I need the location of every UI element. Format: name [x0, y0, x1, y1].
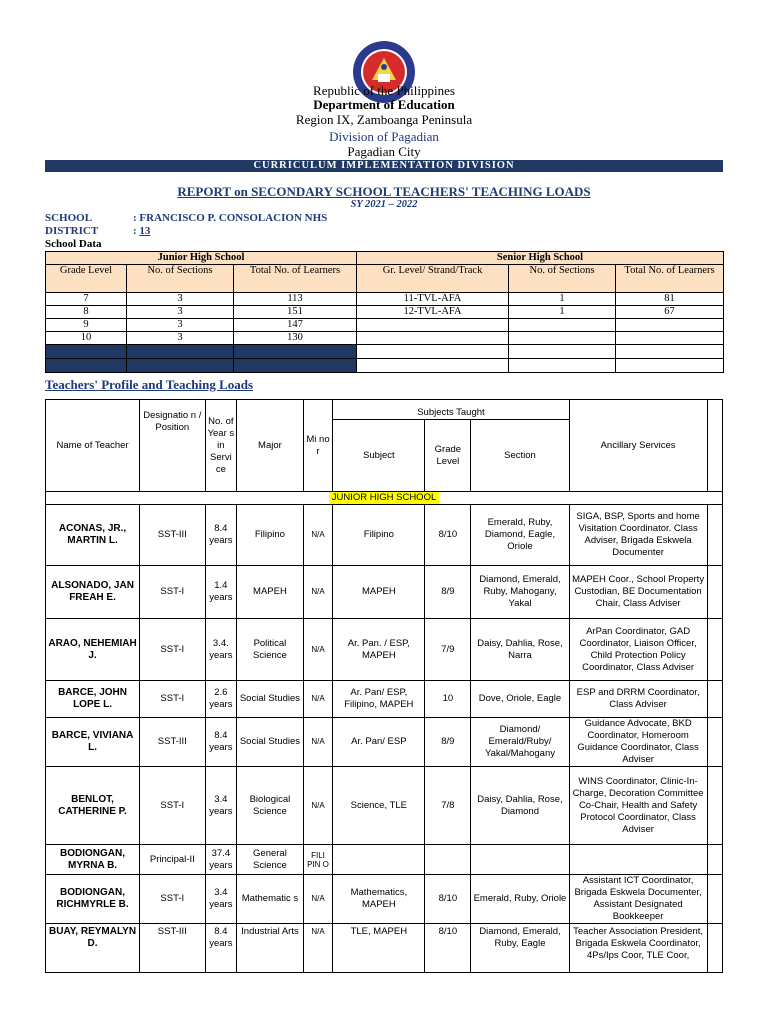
table-row-empty: [46, 345, 724, 359]
empty-cell: [509, 345, 616, 359]
district-value: 13: [139, 225, 151, 237]
header-grade-level: Grade Level: [46, 265, 127, 293]
teacher-subject: TLE, MAPEH: [333, 924, 425, 973]
sections-cell: 3: [127, 306, 234, 319]
teacher-minor: N/A: [303, 767, 333, 845]
jhs-band-cell: [46, 492, 723, 505]
teacher-name: ARAO, NEHEMIAH J.: [46, 619, 140, 681]
table-row: [46, 306, 724, 319]
shs-learners-cell: [616, 319, 724, 332]
shs-learners-cell: 67: [616, 306, 724, 319]
header-republic: Republic of the Philippines: [313, 83, 455, 98]
teacher-section: Diamond, Emerald, Ruby, Eagle: [471, 924, 569, 973]
teacher-minor: N/A: [303, 619, 333, 681]
teacher-grade: 8/9: [425, 718, 471, 767]
header-years: No. of Year s in Servi ce: [205, 400, 237, 492]
teacher-position: SST-III: [140, 718, 205, 767]
teacher-subject: Science, TLE: [333, 767, 425, 845]
empty-cell: [234, 345, 357, 359]
sections-cell: 3: [127, 293, 234, 306]
teacher-years: 2.6 years: [205, 681, 237, 718]
learners-cell: 130: [234, 332, 357, 345]
jhs-title: Junior High School: [46, 252, 357, 265]
header-designation: Designatio n / Position: [140, 400, 205, 492]
table-row: [46, 505, 723, 566]
teacher-name: ACONAS, JR., MARTIN L.: [46, 505, 140, 566]
teacher-position: SST-I: [140, 875, 205, 924]
teacher-name: BODIONGAN, MYRNA B.: [46, 845, 140, 875]
teacher-minor: N/A: [303, 566, 333, 619]
district-label: DISTRICT: [45, 225, 99, 237]
sections-cell: 3: [127, 319, 234, 332]
shs-learners-cell: 81: [616, 293, 724, 306]
teacher-years: 3.4. years: [205, 619, 237, 681]
teacher-ancillary: [569, 845, 707, 875]
division-bar: CURRICULUM IMPLEMENTATION DIVISION: [45, 160, 723, 172]
school-data-header-row: [46, 265, 724, 293]
table-row: [46, 619, 723, 681]
shs-track-cell: 12-TVL-AFA: [357, 306, 509, 319]
teacher-ancillary: Assistant ICT Coordinator, Brigada Eskwela Documenter, Assistant Designated Bookkeeper: [569, 875, 707, 924]
teacher-grade: 10: [425, 681, 471, 718]
empty-cell: [707, 566, 722, 619]
teacher-grade: 7/8: [425, 767, 471, 845]
teacher-subject: Ar. Pan. / ESP, MAPEH: [333, 619, 425, 681]
shs-sections-cell: [509, 319, 616, 332]
teacher-grade: 7/9: [425, 619, 471, 681]
school-data-group-row: [46, 252, 724, 265]
teacher-grade: 8/9: [425, 566, 471, 619]
school-value: : FRANCISCO P. CONSOLACION NHS: [133, 212, 328, 224]
shs-sections-cell: 1: [509, 293, 616, 306]
empty-cell: [509, 359, 616, 373]
header-major: Major: [237, 400, 303, 492]
teachers-header-row: [46, 400, 723, 420]
grade-cell: 8: [46, 306, 127, 319]
teacher-section: Diamond, Emerald, Ruby, Mahogany, Yakal: [471, 566, 569, 619]
jhs-band-label: JUNIOR HIGH SCHOOL: [329, 492, 440, 504]
empty-cell: [707, 505, 722, 566]
teacher-major: Filipino: [237, 505, 303, 566]
empty-cell: [707, 767, 722, 845]
teacher-subject: Ar. Pan/ ESP: [333, 718, 425, 767]
learners-cell: 151: [234, 306, 357, 319]
teacher-section: Emerald, Ruby, Diamond, Eagle, Oriole: [471, 505, 569, 566]
shs-track-cell: [357, 332, 509, 345]
learners-cell: 147: [234, 319, 357, 332]
teacher-name: BENLOT, CATHERINE P.: [46, 767, 140, 845]
table-row: [46, 332, 724, 345]
teacher-position: SST-III: [140, 924, 205, 973]
school-data-label: School Data: [45, 238, 102, 250]
teacher-position: SST-III: [140, 505, 205, 566]
teacher-ancillary: ESP and DRRM Coordinator, Class Adviser: [569, 681, 707, 718]
teacher-major: Biological Science: [237, 767, 303, 845]
header-minor: Mi no r: [303, 400, 333, 492]
empty-cell: [357, 359, 509, 373]
teacher-minor: N/A: [303, 718, 333, 767]
teacher-ancillary: Teacher Association President, Brigada Eskwela Coordinator, 4Ps/Ips Coor, TLE Coor,: [569, 924, 707, 973]
table-row: [46, 924, 723, 973]
table-row: [46, 293, 724, 306]
teacher-years: 8.4 years: [205, 505, 237, 566]
grade-cell: 7: [46, 293, 127, 306]
grade-cell: 10: [46, 332, 127, 345]
teacher-position: Principal-II: [140, 845, 205, 875]
header-city: Pagadian City: [347, 144, 421, 159]
shs-track-cell: 11-TVL-AFA: [357, 293, 509, 306]
teacher-minor: FILI PIN O: [303, 845, 333, 875]
grade-cell: 9: [46, 319, 127, 332]
header-grade-level: Grade Level: [425, 420, 471, 492]
empty-cell: [707, 718, 722, 767]
shs-learners-cell: [616, 332, 724, 345]
district-colon: :: [133, 225, 137, 237]
teacher-grade: 8/10: [425, 505, 471, 566]
teacher-subject: [333, 845, 425, 875]
teacher-major: MAPEH: [237, 566, 303, 619]
shs-title: Senior High School: [357, 252, 724, 265]
school-data-table: [45, 251, 724, 373]
teacher-major: General Science: [237, 845, 303, 875]
district-value-wrap: [133, 225, 150, 237]
teacher-name: BARCE, JOHN LOPE L.: [46, 681, 140, 718]
teacher-minor: N/A: [303, 681, 333, 718]
teacher-subject: Filipino: [333, 505, 425, 566]
empty-cell: [46, 345, 127, 359]
sections-cell: 3: [127, 332, 234, 345]
teacher-ancillary: MAPEH Coor., School Property Custodian, BE Documentation Chair, Class Adviser: [569, 566, 707, 619]
header-shs-learners: Total No. of Learners: [616, 265, 724, 293]
table-row-empty: [46, 359, 724, 373]
empty-cell: [616, 359, 724, 373]
jhs-band-row: [46, 492, 723, 505]
header-division: Division of Pagadian: [329, 129, 439, 144]
header-department: Department of Education: [313, 97, 455, 112]
teacher-position: SST-I: [140, 681, 205, 718]
teacher-major: Industrial Arts: [237, 924, 303, 973]
table-row: [46, 875, 723, 924]
teacher-years: 8.4 years: [205, 718, 237, 767]
teacher-years: 8.4 years: [205, 924, 237, 973]
table-row: [46, 566, 723, 619]
empty-cell: [707, 875, 722, 924]
teacher-name: BUAY, REYMALYN D.: [46, 924, 140, 973]
table-row: [46, 767, 723, 845]
teacher-years: 3.4 years: [205, 767, 237, 845]
teacher-section: [471, 845, 569, 875]
teacher-grade: [425, 845, 471, 875]
teacher-name: BARCE, VIVIANA L.: [46, 718, 140, 767]
teacher-years: 3.4 years: [205, 875, 237, 924]
teacher-section: Daisy, Dahlia, Rose, Diamond: [471, 767, 569, 845]
teacher-grade: 8/10: [425, 875, 471, 924]
header-shs-track: Gr. Level/ Strand/Track: [357, 265, 509, 293]
teacher-major: Social Studies: [237, 718, 303, 767]
teacher-subject: Mathematics, MAPEH: [333, 875, 425, 924]
header-name: Name of Teacher: [46, 400, 140, 492]
teacher-major: Mathematic s: [237, 875, 303, 924]
teacher-subject: Ar. Pan/ ESP, Filipino, MAPEH: [333, 681, 425, 718]
teachers-table: [45, 399, 723, 973]
shs-sections-cell: [509, 332, 616, 345]
teacher-section: Emerald, Ruby, Oriole: [471, 875, 569, 924]
teacher-major: Social Studies: [237, 681, 303, 718]
school-label: SCHOOL: [45, 212, 93, 224]
empty-cell: [707, 619, 722, 681]
shs-track-cell: [357, 319, 509, 332]
teacher-years: 1.4 years: [205, 566, 237, 619]
table-row: [46, 319, 724, 332]
teacher-ancillary: ArPan Coordinator, GAD Coordinator, Liaison Officer, Child Protection Policy Coordinator, Class Adviser: [569, 619, 707, 681]
teacher-section: Dove, Oriole, Eagle: [471, 681, 569, 718]
empty-cell: [707, 845, 722, 875]
teacher-grade: 8/10: [425, 924, 471, 973]
empty-cell: [357, 345, 509, 359]
header-shs-sections: No. of Sections: [509, 265, 616, 293]
header-ancillary: Ancillary Services: [569, 400, 707, 492]
teacher-position: SST-I: [140, 767, 205, 845]
empty-cell: [46, 359, 127, 373]
teacher-section: Diamond/ Emerald/Ruby/ Yakal/Mahogany: [471, 718, 569, 767]
header-section: Section: [471, 420, 569, 492]
teacher-years: 37.4 years: [205, 845, 237, 875]
profile-title: Teachers' Profile and Teaching Loads: [45, 377, 254, 392]
teacher-section: Daisy, Dahlia, Rose, Narra: [471, 619, 569, 681]
teacher-minor: N/A: [303, 924, 333, 973]
empty-cell: [707, 400, 722, 492]
header-region: Region IX, Zamboanga Peninsula: [295, 112, 473, 127]
teacher-ancillary: WINS Coordinator, Clinic-In-Charge, Decoration Committee Co-Chair, Health and Safety Protocol Coordinator, Class Adviser: [569, 767, 707, 845]
teacher-major: Political Science: [237, 619, 303, 681]
empty-cell: [127, 345, 234, 359]
empty-cell: [234, 359, 357, 373]
empty-cell: [616, 345, 724, 359]
teacher-minor: N/A: [303, 505, 333, 566]
empty-cell: [707, 924, 722, 973]
teacher-position: SST-I: [140, 619, 205, 681]
teacher-ancillary: Guidance Advocate, BKD Coordinator, Homeroom Guidance Coordinator, Class Adviser: [569, 718, 707, 767]
table-row: [46, 718, 723, 767]
shs-sections-cell: 1: [509, 306, 616, 319]
table-row: [46, 845, 723, 875]
empty-cell: [127, 359, 234, 373]
school-year: SY 2021 – 2022: [350, 199, 418, 210]
header-jhs-learners: Total No. of Learners: [234, 265, 357, 293]
header-subjects-taught: Subjects Taught: [333, 400, 569, 420]
header-subject: Subject: [333, 420, 425, 492]
empty-cell: [707, 681, 722, 718]
header-jhs-sections: No. of Sections: [127, 265, 234, 293]
teacher-subject: MAPEH: [333, 566, 425, 619]
teacher-ancillary: SIGA, BSP, Sports and home Visitation Coordinator. Class Adviser, Brigada Eskwela Documenter: [569, 505, 707, 566]
teacher-position: SST-I: [140, 566, 205, 619]
teacher-name: ALSONADO, JAN FREAH E.: [46, 566, 140, 619]
teacher-name: BODIONGAN, RICHMYRLE B.: [46, 875, 140, 924]
report-title: REPORT on SECONDARY SCHOOL TEACHERS' TEACHING LOADS: [177, 184, 591, 199]
table-row: [46, 681, 723, 718]
teacher-minor: N/A: [303, 875, 333, 924]
learners-cell: 113: [234, 293, 357, 306]
